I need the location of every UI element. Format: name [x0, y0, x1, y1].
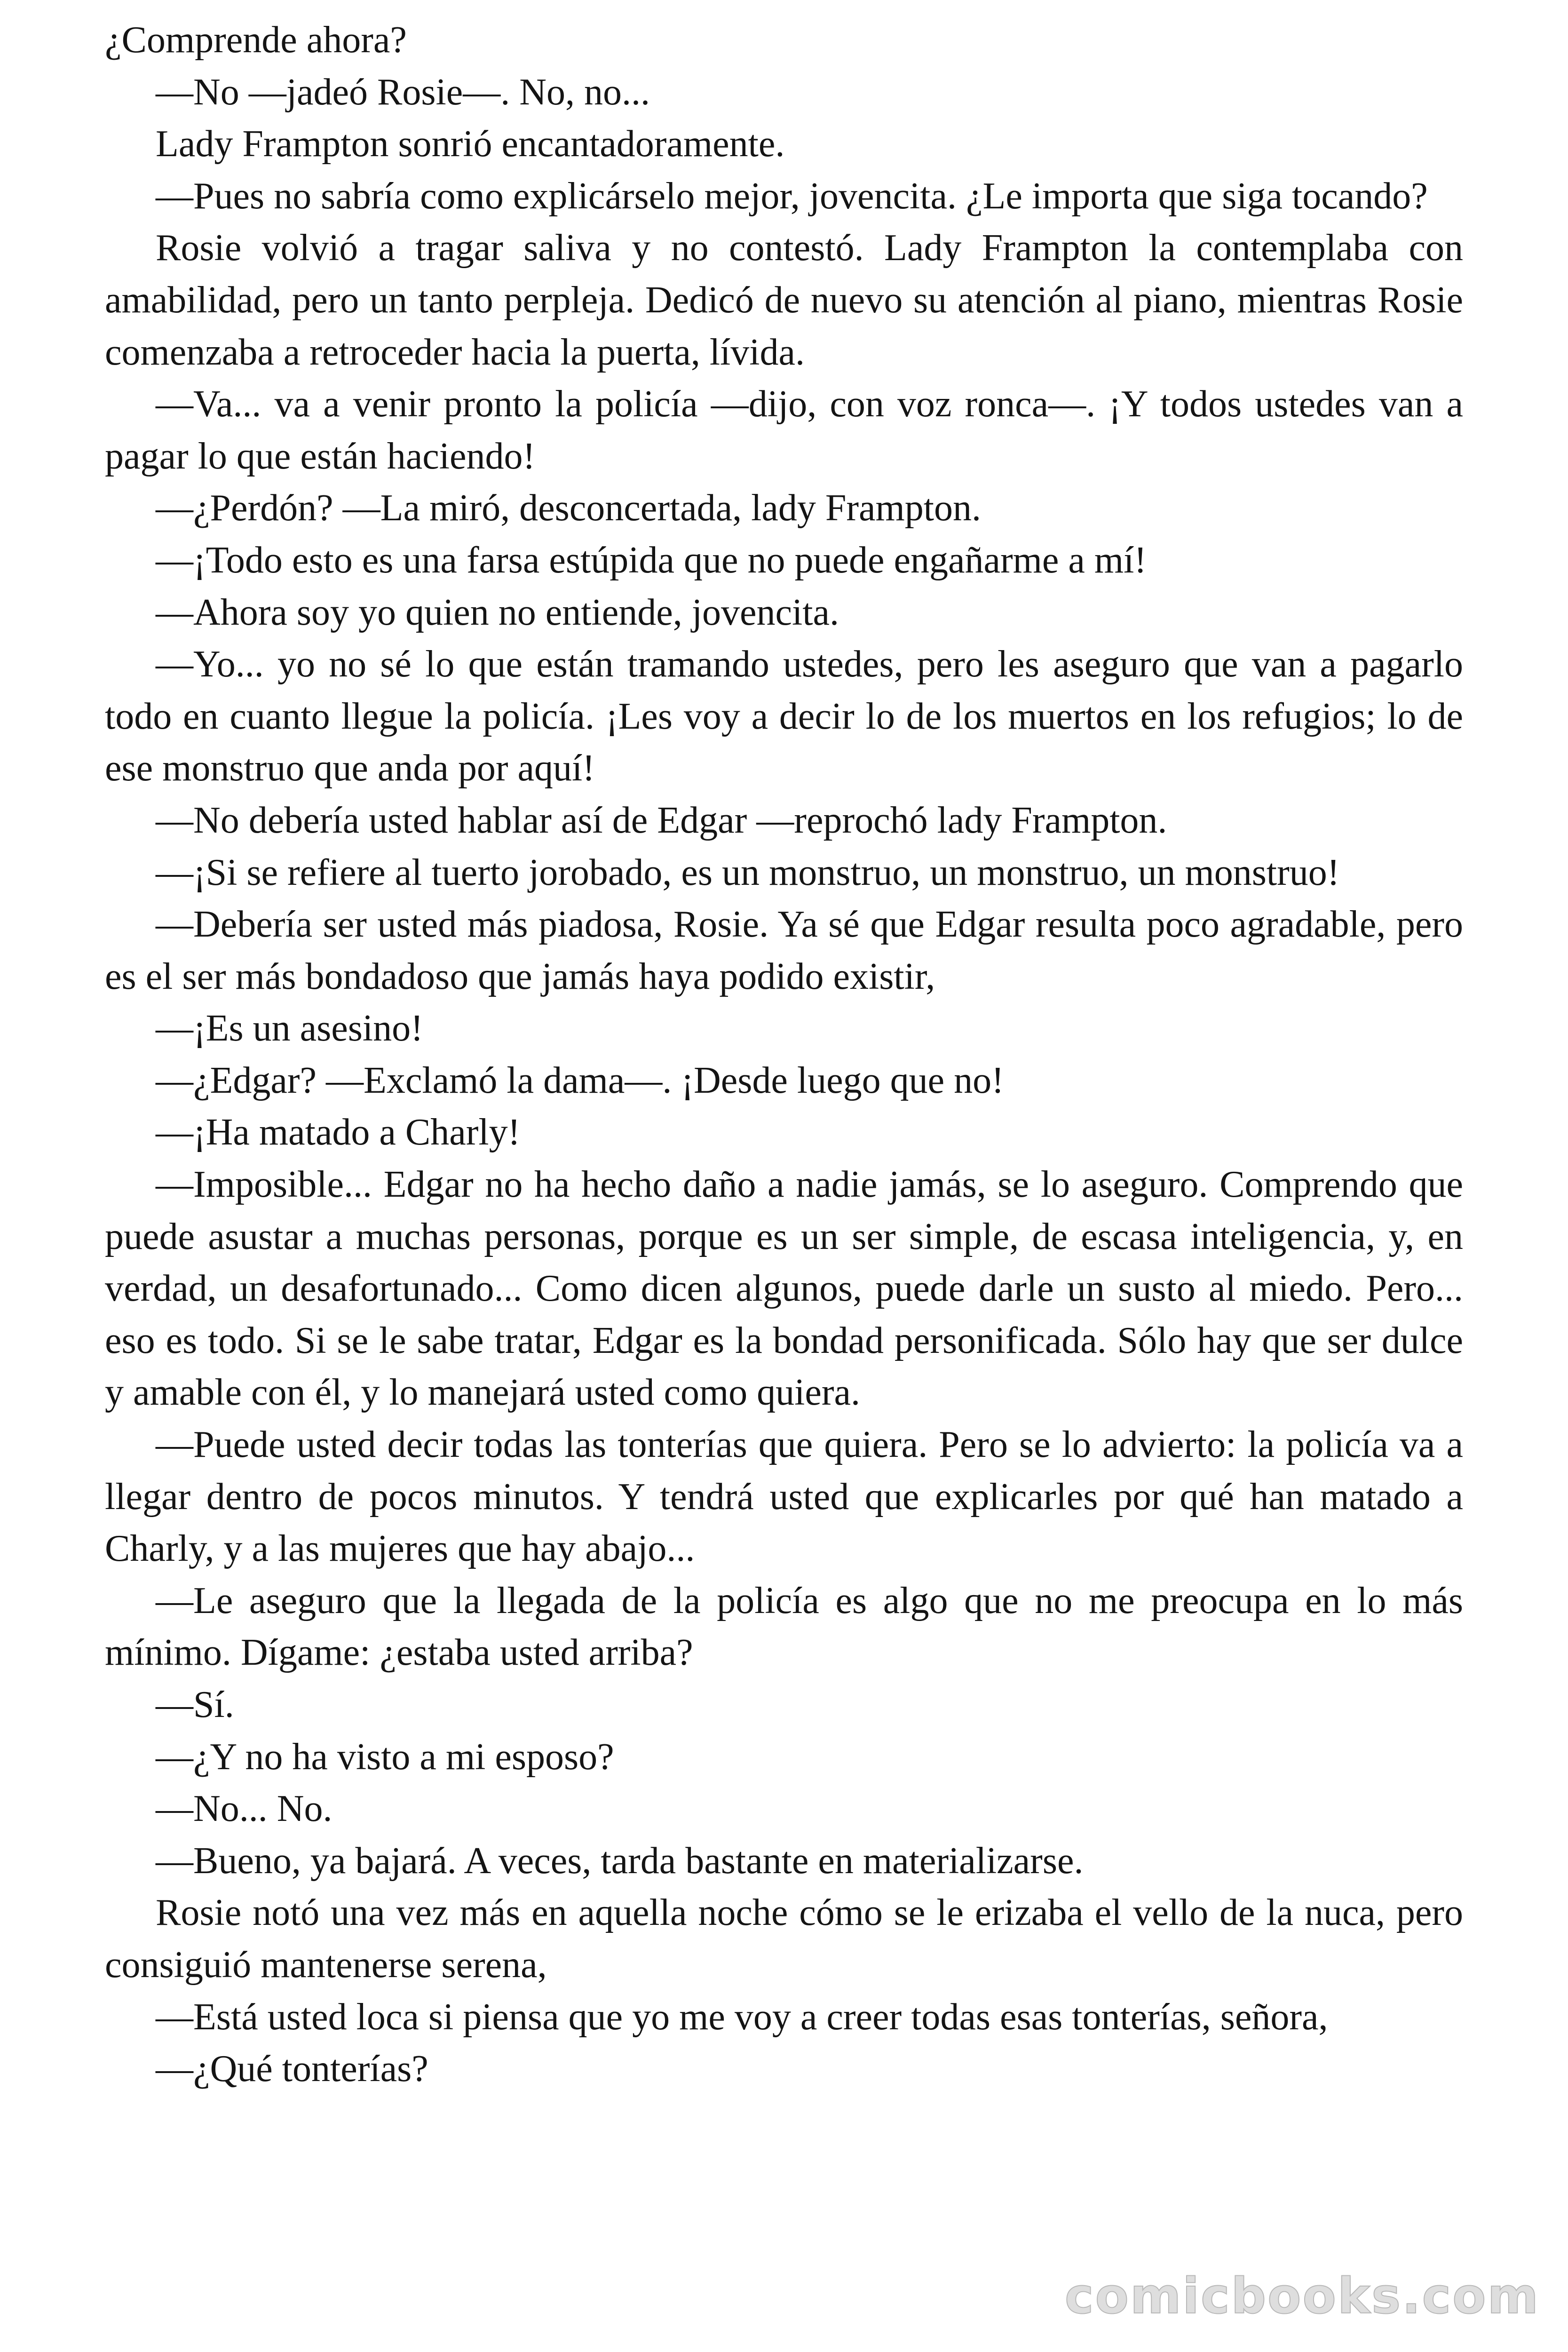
body-text	[105, 14, 1463, 2095]
paragraph: —Puede usted decir todas las tonterías que quiera. Pero se lo advierto: la policía va a llegar dentro de pocos minutos. Y tendrá usted que explicarles por qué han matado a Charly, y a las mujeres que hay abajo...	[105, 1424, 1463, 1570]
paragraph: —¡Ha matado a Charly!	[156, 1112, 521, 1153]
paragraph: —Bueno, ya bajará. A veces, tarda bastante en materializarse.	[156, 1840, 1084, 1882]
paragraph: —No —jadeó Rosie—. No, no...	[156, 71, 650, 113]
paragraph: —No debería usted hablar así de Edgar —reprochó lady Frampton.	[156, 799, 1167, 841]
paragraph: —Imposible... Edgar no ha hecho daño a nadie jamás, se lo aseguro. Comprendo que puede asustar a muchas personas, porque es un ser simple, de escasa inteligencia, y, en verdad, un desafortunado... Como dicen algunos, puede darle un susto al miedo. Pero... eso es todo. Si se le sabe tratar, Edgar es la bondad personificada. Sólo hay que ser dulce y amable con él, y lo manejará usted como quiera.	[105, 1164, 1463, 1414]
paragraph: —Está usted loca si piensa que yo me voy a creer todas esas tonterías, señora,	[156, 1996, 1328, 2038]
paragraph: —¿Edgar? —Exclamó la dama—. ¡Desde luego que no!	[156, 1059, 1004, 1101]
paragraph: —¿Qué tonterías?	[156, 2048, 428, 2090]
paragraph: —Ahora soy yo quien no entiende, jovencita.	[156, 591, 839, 633]
paragraph: Rosie notó una vez más en aquella noche cómo se le erizaba el vello de la nuca, pero consiguió mantenerse serena,	[105, 1892, 1463, 1986]
paragraph: —Le aseguro que la llegada de la policía es algo que no me preocupa en lo más mínimo. Dígame: ¿estaba usted arriba?	[105, 1580, 1463, 1674]
paragraph: —¿Y no ha visto a mi esposo?	[156, 1736, 614, 1778]
paragraph: —¿Perdón? —La miró, desconcertada, lady Frampton.	[156, 487, 981, 529]
paragraph: —No... No.	[156, 1788, 333, 1830]
paragraph: —¡Todo esto es una farsa estúpida que no puede engañarme a mí!	[156, 539, 1147, 581]
paragraph: —¡Si se refiere al tuerto jorobado, es un monstruo, un monstruo, un monstruo!	[156, 851, 1340, 893]
paragraph: —Yo... yo no sé lo que están tramando ustedes, pero les aseguro que van a pagarlo todo en cuanto llegue la policía. ¡Les voy a decir lo de los muertos en los refugios; lo de ese monstruo que anda por aquí!	[105, 644, 1463, 789]
paragraph: ¿Comprende ahora?	[105, 19, 407, 61]
paragraph: —Pues no sabría como explicárselo mejor, jovencita. ¿Le importa que siga tocando?	[156, 175, 1428, 217]
paragraph: Lady Frampton sonrió encantadoramente.	[156, 123, 785, 165]
paragraph: —¡Es un asesino!	[156, 1008, 423, 1049]
paragraph: —Debería ser usted más piadosa, Rosie. Ya sé que Edgar resulta poco agradable, pero es el ser más bondadoso que jamás haya podido existir,	[105, 904, 1463, 997]
paragraph: —Va... va a venir pronto la policía —dijo, con voz ronca—. ¡Y todos ustedes van a pagar lo que están haciendo!	[105, 383, 1463, 477]
paragraph: Rosie volvió a tragar saliva y no contestó. Lady Frampton la contemplaba con amabilidad, pero un tanto perpleja. Dedicó de nuevo su atención al piano, mientras Rosie comenzaba a retroceder hacia la puerta, lívida.	[105, 227, 1463, 373]
watermark: comicbooks.com	[1064, 2267, 1540, 2325]
paragraph: —Sí.	[156, 1684, 234, 1725]
